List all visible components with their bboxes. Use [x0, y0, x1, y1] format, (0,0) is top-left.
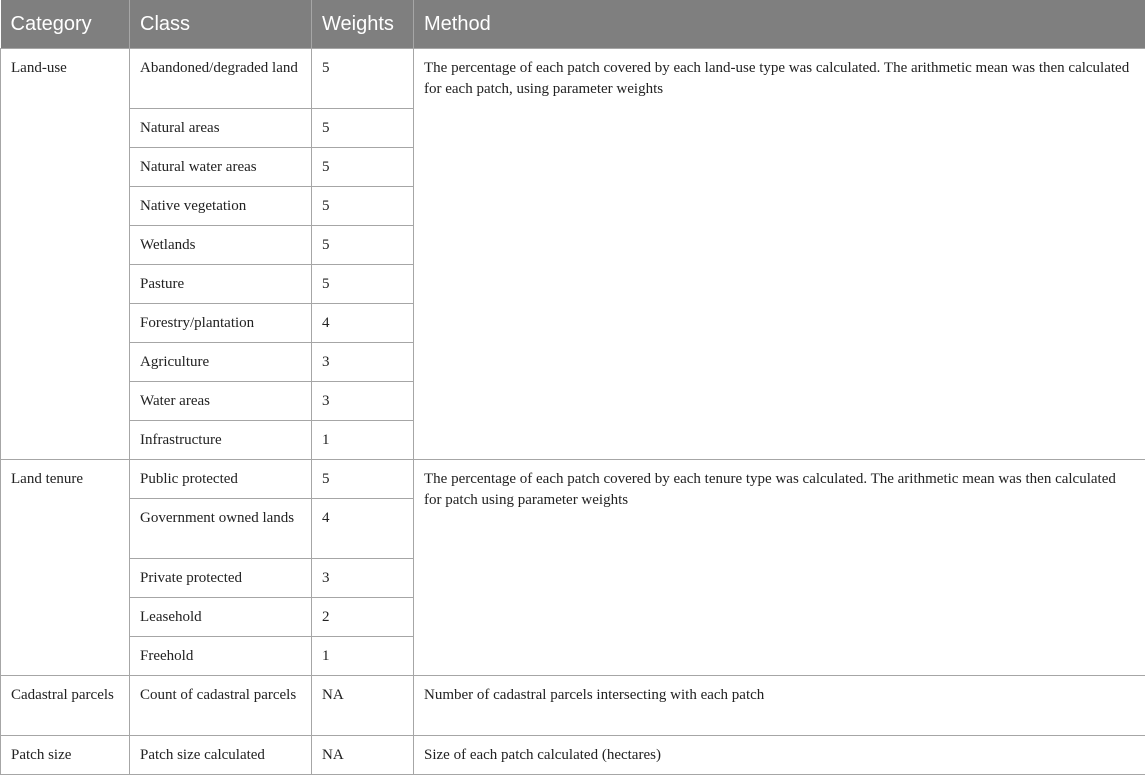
weight-cell: 3 — [312, 559, 414, 598]
class-cell: Agriculture — [130, 343, 312, 382]
header-row — [1, 0, 1145, 49]
class-cell: Native vegetation — [130, 187, 312, 226]
table-row — [1, 49, 1145, 109]
method-cell: The percentage of each patch covered by each land-use type was calculated. The arithmetic mean was then calculated for each patch, using parameter weights — [414, 49, 1145, 460]
class-cell: Private protected — [130, 559, 312, 598]
class-cell: Public protected — [130, 460, 312, 499]
header-weights: Weights — [312, 0, 414, 49]
weight-cell: NA — [312, 736, 414, 775]
weight-cell: NA — [312, 676, 414, 736]
weight-cell: 5 — [312, 109, 414, 148]
category-cell: Cadastral parcels — [1, 676, 130, 736]
weight-cell: 1 — [312, 421, 414, 460]
table-row — [1, 736, 1145, 775]
header-category: Category — [1, 0, 130, 49]
weight-cell: 4 — [312, 304, 414, 343]
table-row — [1, 676, 1145, 736]
class-cell: Forestry/plantation — [130, 304, 312, 343]
class-cell: Water areas — [130, 382, 312, 421]
class-cell: Patch size calculated — [130, 736, 312, 775]
weight-cell: 5 — [312, 265, 414, 304]
weight-cell: 5 — [312, 49, 414, 109]
weight-cell: 3 — [312, 343, 414, 382]
table-row — [1, 460, 1145, 499]
class-cell: Wetlands — [130, 226, 312, 265]
weight-cell: 4 — [312, 499, 414, 559]
method-cell: The percentage of each patch covered by each tenure type was calculated. The arithmetic mean was then calculated for patch using parameter weights — [414, 460, 1145, 676]
class-cell: Leasehold — [130, 598, 312, 637]
class-cell: Government owned lands — [130, 499, 312, 559]
weight-cell: 5 — [312, 226, 414, 265]
class-cell: Natural water areas — [130, 148, 312, 187]
weight-cell: 5 — [312, 460, 414, 499]
category-cell: Land tenure — [1, 460, 130, 676]
class-cell: Abandoned/degraded land — [130, 49, 312, 109]
class-cell: Pasture — [130, 265, 312, 304]
header-method: Method — [414, 0, 1145, 49]
class-cell: Natural areas — [130, 109, 312, 148]
table-body — [1, 49, 1145, 775]
category-cell: Patch size — [1, 736, 130, 775]
header-class: Class — [130, 0, 312, 49]
weight-cell: 5 — [312, 148, 414, 187]
table-header — [1, 0, 1145, 49]
weight-cell: 1 — [312, 637, 414, 676]
weight-cell: 2 — [312, 598, 414, 637]
method-cell: Size of each patch calculated (hectares) — [414, 736, 1145, 775]
class-cell: Count of cadastral parcels — [130, 676, 312, 736]
class-cell: Infrastructure — [130, 421, 312, 460]
weight-cell: 3 — [312, 382, 414, 421]
class-cell: Freehold — [130, 637, 312, 676]
weight-cell: 5 — [312, 187, 414, 226]
category-cell: Land-use — [1, 49, 130, 460]
method-cell: Number of cadastral parcels intersecting with each patch — [414, 676, 1145, 736]
